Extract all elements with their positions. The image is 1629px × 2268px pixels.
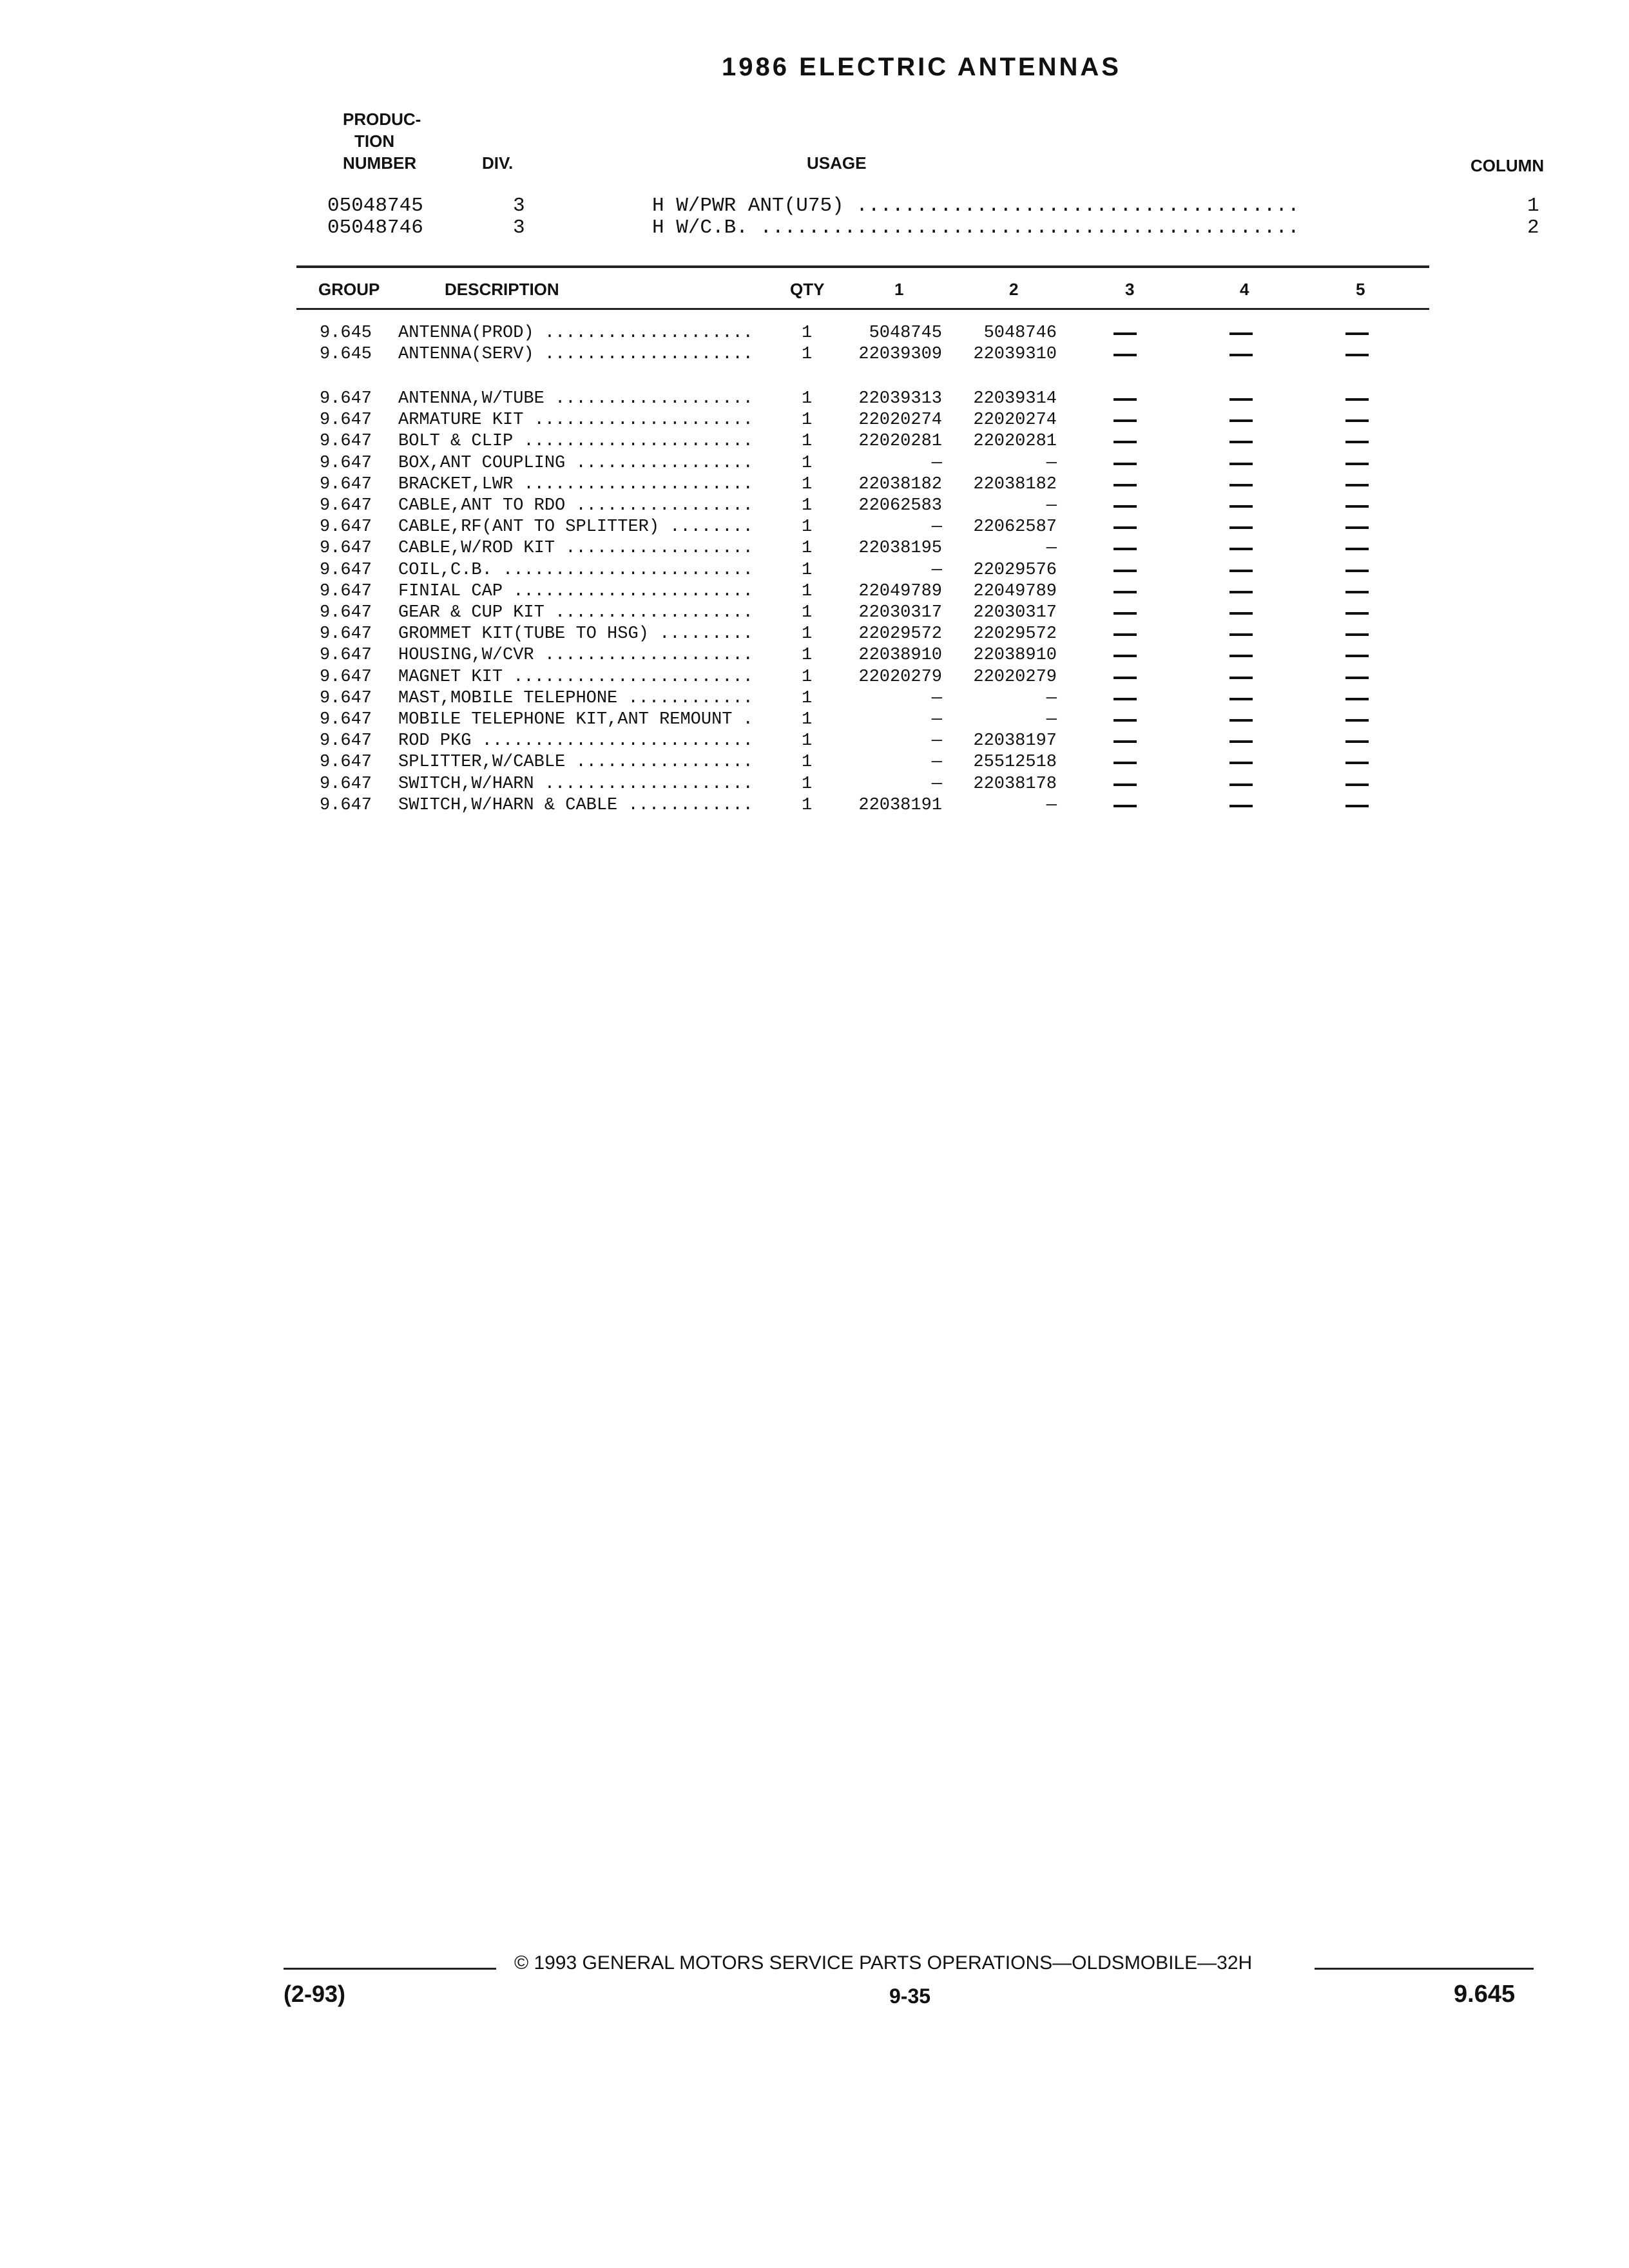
table-row (0, 731, 1629, 753)
production-usage: H W/C.B. ............................................. (652, 216, 1300, 239)
table-row (0, 753, 1629, 774)
column-1-cell: — (931, 517, 942, 537)
table-row (0, 624, 1629, 646)
description-cell: ANTENNA(SERV) .................... (398, 345, 753, 364)
description-cell: SPLITTER,W/CABLE ................. (398, 753, 753, 773)
group-cell: 9.647 (320, 453, 372, 473)
column-2-cell: 22029572 (973, 624, 1057, 644)
column-1-cell: 22020281 (858, 432, 942, 452)
column-2-header: 2 (1009, 280, 1019, 299)
group-cell: 9.647 (320, 753, 372, 773)
div-label: DIV. (482, 153, 514, 173)
description-cell: ROD PKG .......................... (398, 731, 753, 751)
column-1-cell: 22038195 (858, 539, 942, 559)
column-1-cell: 22038191 (858, 795, 942, 815)
qty-cell: 1 (802, 560, 813, 580)
qty-cell: 1 (802, 603, 813, 622)
qty-cell: 1 (802, 389, 813, 408)
group-cell: 9.647 (320, 774, 372, 794)
group-cell: 9.647 (320, 667, 372, 687)
column-1-cell: 22020274 (858, 410, 942, 430)
column-1-cell: 22049789 (858, 581, 942, 601)
group-cell: 9.647 (320, 581, 372, 601)
table-row (0, 774, 1629, 796)
group-cell: 9.647 (320, 474, 372, 494)
footer-rule-left (284, 1968, 496, 1970)
qty-cell: 1 (802, 581, 813, 601)
column-1-cell: 22030317 (858, 603, 942, 622)
column-1-cell: — (931, 753, 942, 773)
group-cell: 9.647 (320, 432, 372, 452)
column-2-cell: 22020274 (973, 410, 1057, 430)
group-cell: 9.647 (320, 496, 372, 515)
qty-cell: 1 (802, 710, 813, 729)
production-number-label-line: TION (354, 131, 395, 151)
table-row (0, 539, 1629, 560)
column-2-cell: 22038178 (973, 774, 1057, 794)
description-cell: MAST,MOBILE TELEPHONE ............ (398, 688, 753, 708)
qty-cell: 1 (802, 474, 813, 494)
column-2-cell: — (1046, 496, 1057, 515)
qty-cell: 1 (802, 432, 813, 452)
table-row (0, 475, 1629, 496)
description-cell: CABLE,ANT TO RDO ................. (398, 496, 753, 515)
column-1-cell: 22020279 (858, 667, 942, 687)
group-cell: 9.647 (320, 710, 372, 729)
column-1-cell: — (931, 774, 942, 794)
description-cell: CABLE,W/ROD KIT .................. (398, 539, 753, 559)
footer-page-number: 9-35 (889, 1984, 931, 2008)
column-1-cell: 22038182 (858, 474, 942, 494)
qty-cell: 1 (802, 795, 813, 815)
table-row (0, 323, 1629, 345)
column-2-cell: — (1046, 710, 1057, 729)
group-cell: 9.647 (320, 517, 372, 537)
table-row (0, 410, 1629, 432)
description-cell: MAGNET KIT ....................... (398, 667, 753, 687)
column-2-cell: 22039310 (973, 345, 1057, 364)
column-2-cell: 22020281 (973, 432, 1057, 452)
description-header: DESCRIPTION (445, 280, 559, 299)
group-cell: 9.647 (320, 688, 372, 708)
group-cell: 9.645 (320, 345, 372, 364)
description-cell: FINIAL CAP ....................... (398, 581, 753, 601)
production-usage: H W/PWR ANT(U75) ..................................... (652, 195, 1300, 217)
description-cell: BOX,ANT COUPLING ................. (398, 453, 753, 473)
production-number-label (343, 108, 421, 174)
qty-cell: 1 (802, 688, 813, 708)
production-number: 05048746 (327, 216, 423, 239)
column-2-cell: 22038910 (973, 646, 1057, 666)
group-cell: 9.647 (320, 731, 372, 751)
qty-header: QTY (790, 280, 825, 299)
column-1-cell: 22062583 (858, 496, 942, 515)
description-cell: MOBILE TELEPHONE KIT,ANT REMOUNT . (398, 710, 753, 729)
column-2-cell: 22049789 (973, 581, 1057, 601)
table-row (0, 582, 1629, 603)
table-row (0, 561, 1629, 582)
column-2-cell: — (1046, 539, 1057, 559)
production-number: 05048745 (327, 195, 423, 217)
group-cell: 9.645 (320, 323, 372, 343)
table-row (0, 517, 1629, 539)
footer-rule-right (1315, 1968, 1534, 1970)
table-row (0, 796, 1629, 817)
page-title: 1986 ELECTRIC ANTENNAS (722, 53, 1121, 81)
group-cell: 9.647 (320, 795, 372, 815)
description-cell: BRACKET,LWR ...................... (398, 474, 753, 494)
table-row (0, 345, 1629, 366)
qty-cell: 1 (802, 753, 813, 773)
production-number-label-line: PRODUC- (343, 110, 421, 129)
qty-cell: 1 (802, 624, 813, 644)
column-2-cell: 5048746 (983, 323, 1057, 343)
description-cell: BOLT & CLIP ...................... (398, 432, 753, 452)
column-2-cell: 22038182 (973, 474, 1057, 494)
column-2-cell: — (1046, 688, 1057, 708)
production-div: 3 (513, 216, 525, 239)
description-cell: SWITCH,W/HARN & CABLE ............ (398, 795, 753, 815)
table-top-rule (296, 265, 1429, 268)
footer-date-code: (2-93) (284, 1981, 346, 2007)
column-1-cell: — (931, 688, 942, 708)
description-cell: SWITCH,W/HARN .................... (398, 774, 753, 794)
table-row (0, 389, 1629, 410)
column-2-cell: 22030317 (973, 603, 1057, 622)
column-1-cell: 22039313 (858, 389, 942, 408)
group-cell: 9.647 (320, 603, 372, 622)
group-cell: 9.647 (320, 560, 372, 580)
group-header: GROUP (318, 280, 380, 299)
column-1-cell: 5048745 (869, 323, 942, 343)
column-1-cell: — (931, 560, 942, 580)
usage-label: USAGE (807, 153, 867, 173)
production-column: 1 (1527, 195, 1539, 217)
description-cell: COIL,C.B. ........................ (398, 560, 753, 580)
qty-cell: 1 (802, 323, 813, 343)
table-row (0, 432, 1629, 453)
description-cell: ARMATURE KIT ..................... (398, 410, 753, 430)
column-1-cell: 22039309 (858, 345, 942, 364)
footer-copyright: © 1993 GENERAL MOTORS SERVICE PARTS OPERATIONS—OLDSMOBILE—32H (514, 1952, 1253, 1974)
table-row (0, 710, 1629, 731)
qty-cell: 1 (802, 453, 813, 473)
table-row (0, 646, 1629, 667)
table-row (0, 668, 1629, 689)
column-2-cell: 25512518 (973, 753, 1057, 773)
column-2-cell: 22038197 (973, 731, 1057, 751)
column-4-header: 4 (1240, 280, 1249, 299)
table-row (0, 603, 1629, 624)
qty-cell: 1 (802, 731, 813, 751)
column-2-cell: 22039314 (973, 389, 1057, 408)
column-2-cell: — (1046, 795, 1057, 815)
column-1-cell: — (931, 710, 942, 729)
column-2-cell: 22020279 (973, 667, 1057, 687)
description-cell: GEAR & CUP KIT ................... (398, 603, 753, 622)
description-cell: ANTENNA,W/TUBE ................... (398, 389, 753, 408)
qty-cell: 1 (802, 667, 813, 687)
column-3-header: 3 (1125, 280, 1135, 299)
qty-cell: 1 (802, 774, 813, 794)
column-2-cell: 22062587 (973, 517, 1057, 537)
production-div: 3 (513, 195, 525, 217)
group-cell: 9.647 (320, 624, 372, 644)
description-cell: HOUSING,W/CVR .................... (398, 646, 753, 666)
column-1-header: 1 (894, 280, 904, 299)
column-2-cell: 22029576 (973, 560, 1057, 580)
column-1-cell: 22038910 (858, 646, 942, 666)
column-1-cell: — (931, 453, 942, 473)
column-label: COLUMN (1470, 156, 1545, 175)
qty-cell: 1 (802, 517, 813, 537)
table-row (0, 689, 1629, 710)
description-cell: GROMMET KIT(TUBE TO HSG) ......... (398, 624, 753, 644)
group-cell: 9.647 (320, 539, 372, 559)
qty-cell: 1 (802, 646, 813, 666)
table-row (0, 496, 1629, 517)
column-2-cell: — (1046, 453, 1057, 473)
column-5-header: 5 (1356, 280, 1365, 299)
group-cell: 9.647 (320, 410, 372, 430)
qty-cell: 1 (802, 496, 813, 515)
production-number-label-line: NUMBER (343, 153, 417, 173)
table-header-rule (296, 308, 1429, 310)
group-cell: 9.647 (320, 389, 372, 408)
description-cell: ANTENNA(PROD) .................... (398, 323, 753, 343)
qty-cell: 1 (802, 410, 813, 430)
qty-cell: 1 (802, 539, 813, 559)
group-cell: 9.647 (320, 646, 372, 666)
production-column: 2 (1527, 216, 1539, 239)
description-cell: CABLE,RF(ANT TO SPLITTER) ........ (398, 517, 753, 537)
column-1-cell: 22029572 (858, 624, 942, 644)
table-row (0, 454, 1629, 475)
footer-section-number: 9.645 (1454, 1981, 1516, 2008)
qty-cell: 1 (802, 345, 813, 364)
column-1-cell: — (931, 731, 942, 751)
